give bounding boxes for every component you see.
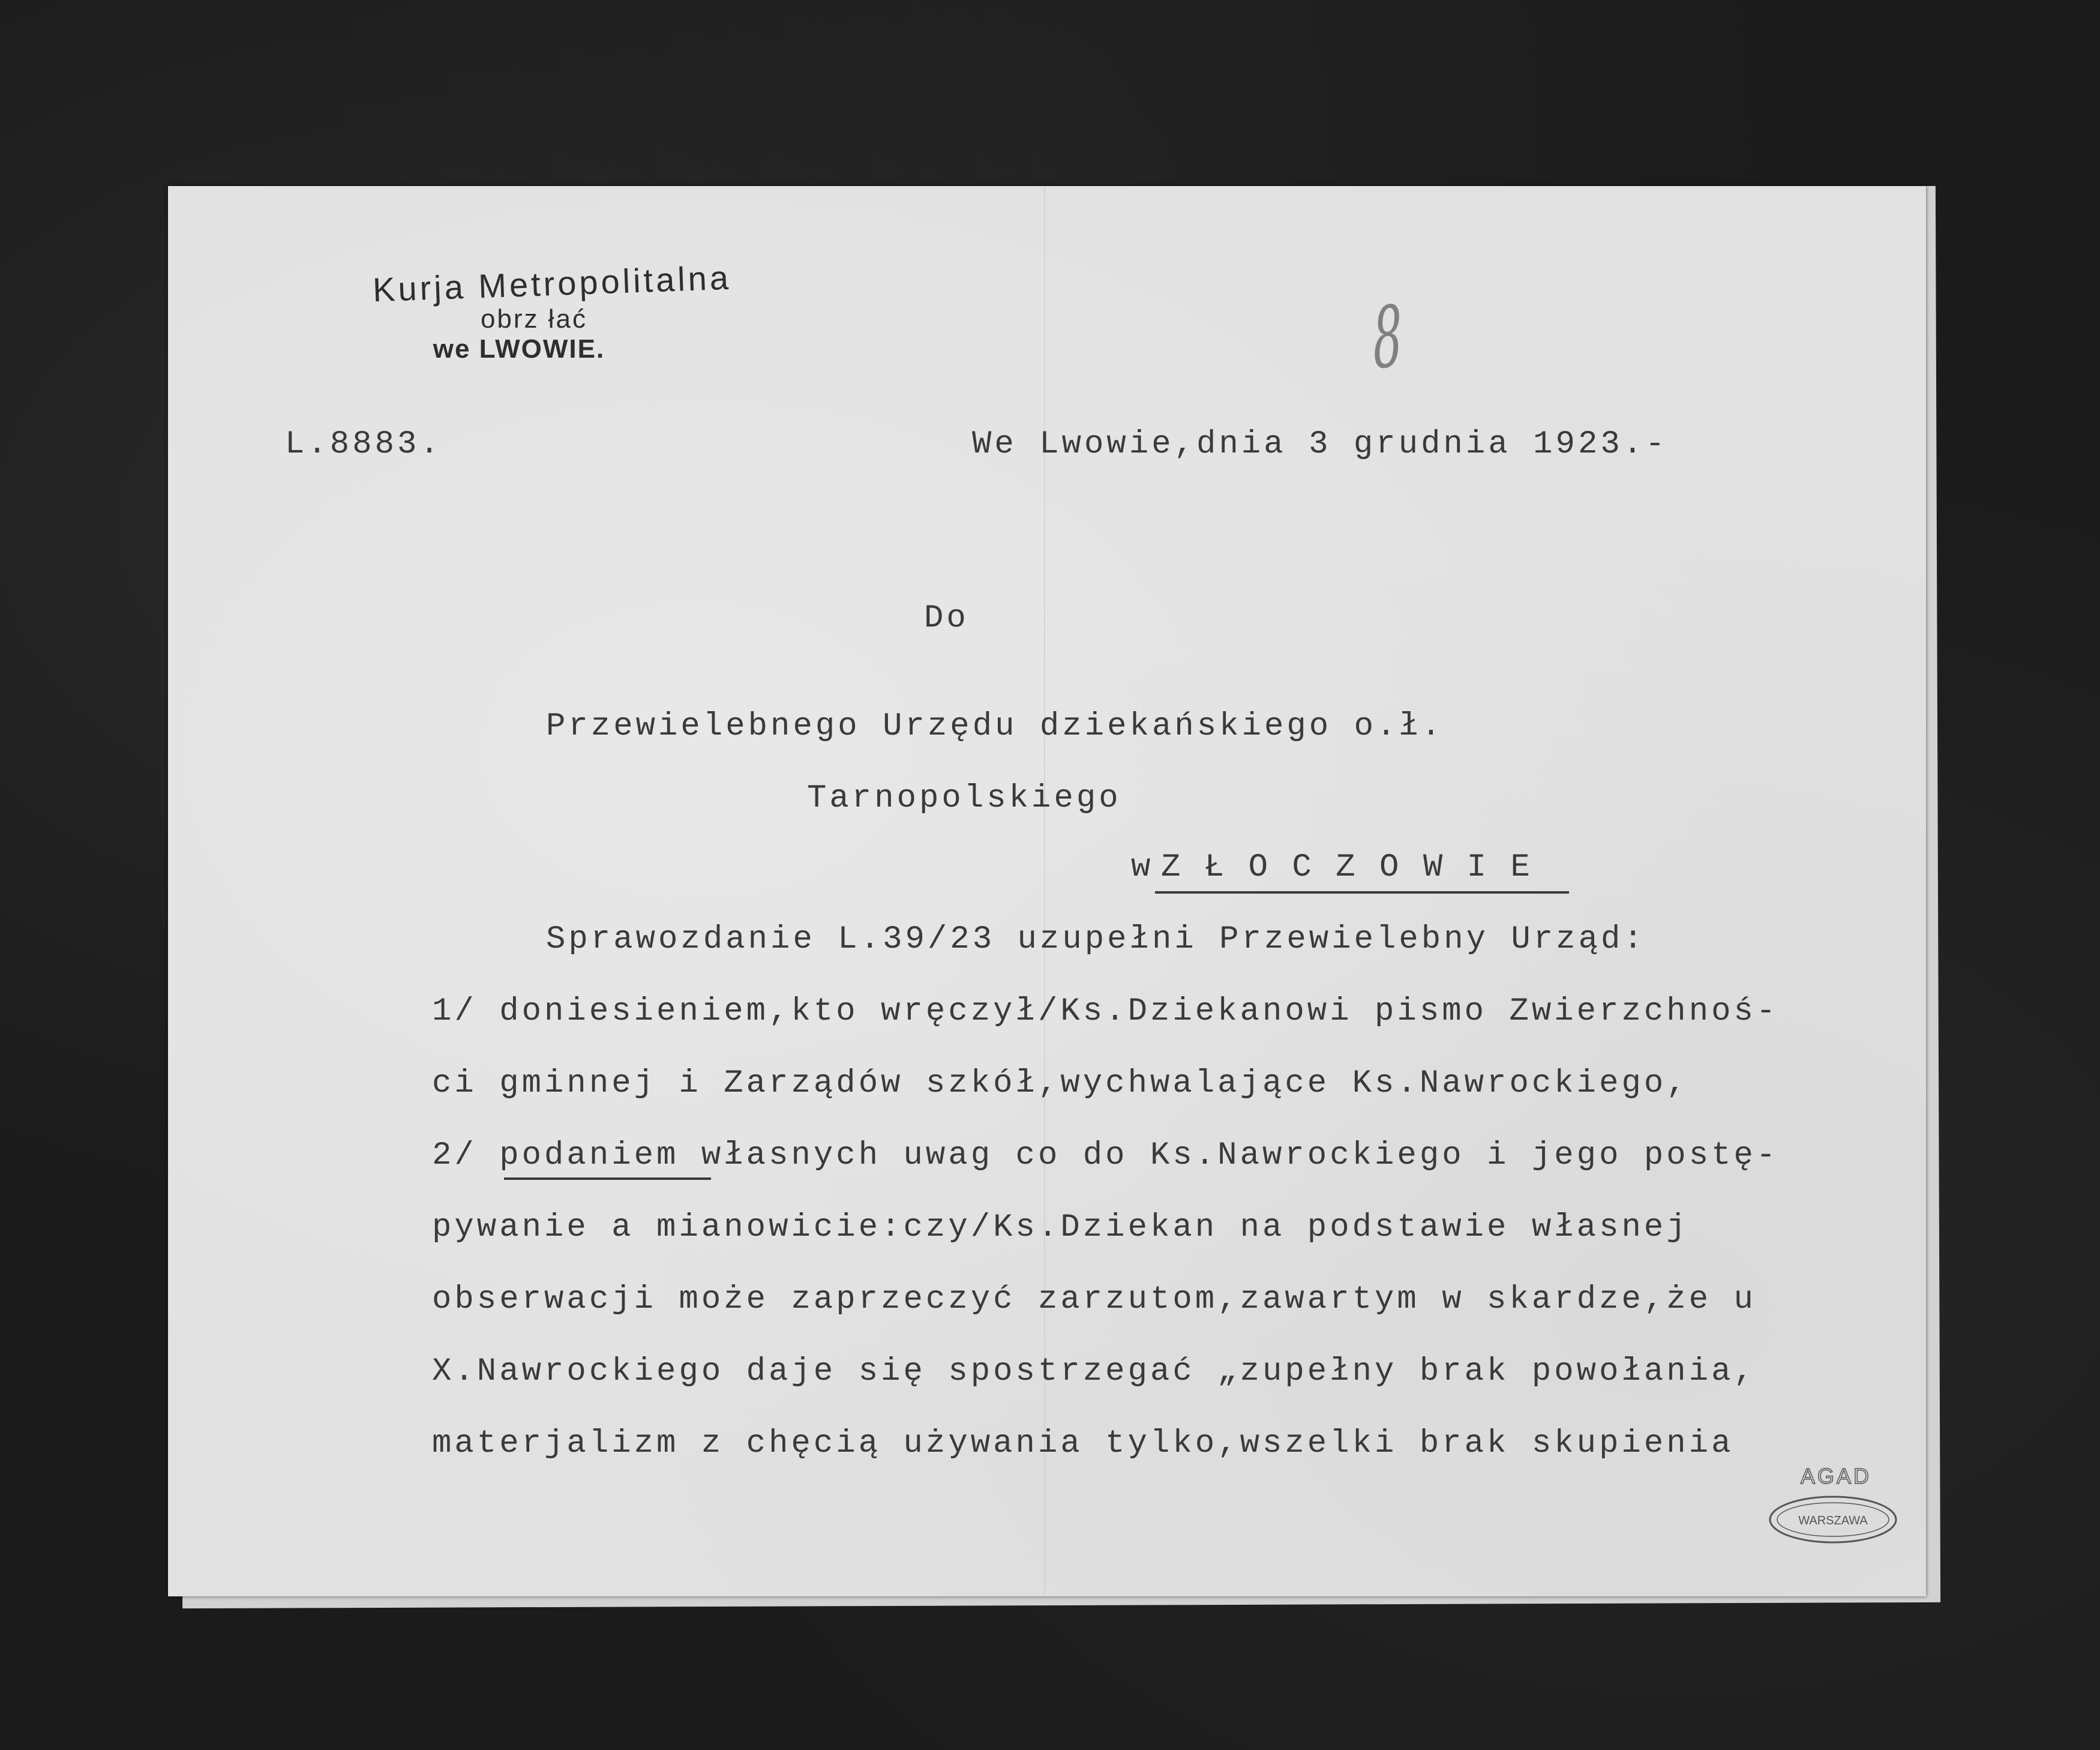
reference-number: L.8883. [285,426,442,463]
agad-stamp-inner: WARSZAWA [1798,1514,1868,1527]
letter-page [168,186,1926,1596]
agad-stamp-top: AGAD [1800,1464,1872,1488]
body-line: ci gminnej i Zarządów szkół,wychwalające Ks.Nawrockiego, [432,1065,1689,1102]
body-intro: Sprawozdanie L.39/23 uzupełni Przewielebny Urząd: [546,921,1646,958]
letterhead-line1: Kurja Metropolitalna [372,258,732,309]
letterhead-line2: obrz łać [480,304,588,334]
podaniem-underline [504,1177,711,1180]
addressee-line1: Przewielebnego Urzędu dziekańskiego o.ł. [546,708,1444,745]
body-line: materjalizm z chęcią używania tylko,wszelki brak skupienia [432,1425,1734,1462]
body-line: X.Nawrockiego daje się spostrzegać „zupełny brak powołania, [432,1353,1756,1390]
letterhead-stamp [306,258,798,364]
location-prefix: w [1131,849,1154,886]
salutation: Do [924,600,969,637]
agad-archive-stamp [1764,1452,1908,1554]
letterhead-line3: we LWOWIE. [433,334,605,364]
body-line: obserwacji może zaprzeczyć zarzutom,zawartym w skardze,że u [432,1281,1756,1318]
body-line: 2/ podaniem własnych uwag co do Ks.Nawrockiego i jego postę- [432,1137,1779,1174]
addressee-line2: Tarnopolskiego [807,780,1121,817]
location-underline [1155,891,1569,894]
body-line: pywanie a mianowicie:czy/Ks.Dziekan na podstawie własnej [432,1209,1689,1246]
body-line: 1/ doniesieniem,kto wręczył/Ks.Dziekanowi pismo Zwierzchnoś- [432,993,1779,1030]
handwritten-number: 8 [1371,287,1405,389]
date-line: We Lwowie,dnia 3 grudnia 1923.- [972,426,1668,463]
location-name: Z Ł O C Z O W I E [1161,849,1532,886]
